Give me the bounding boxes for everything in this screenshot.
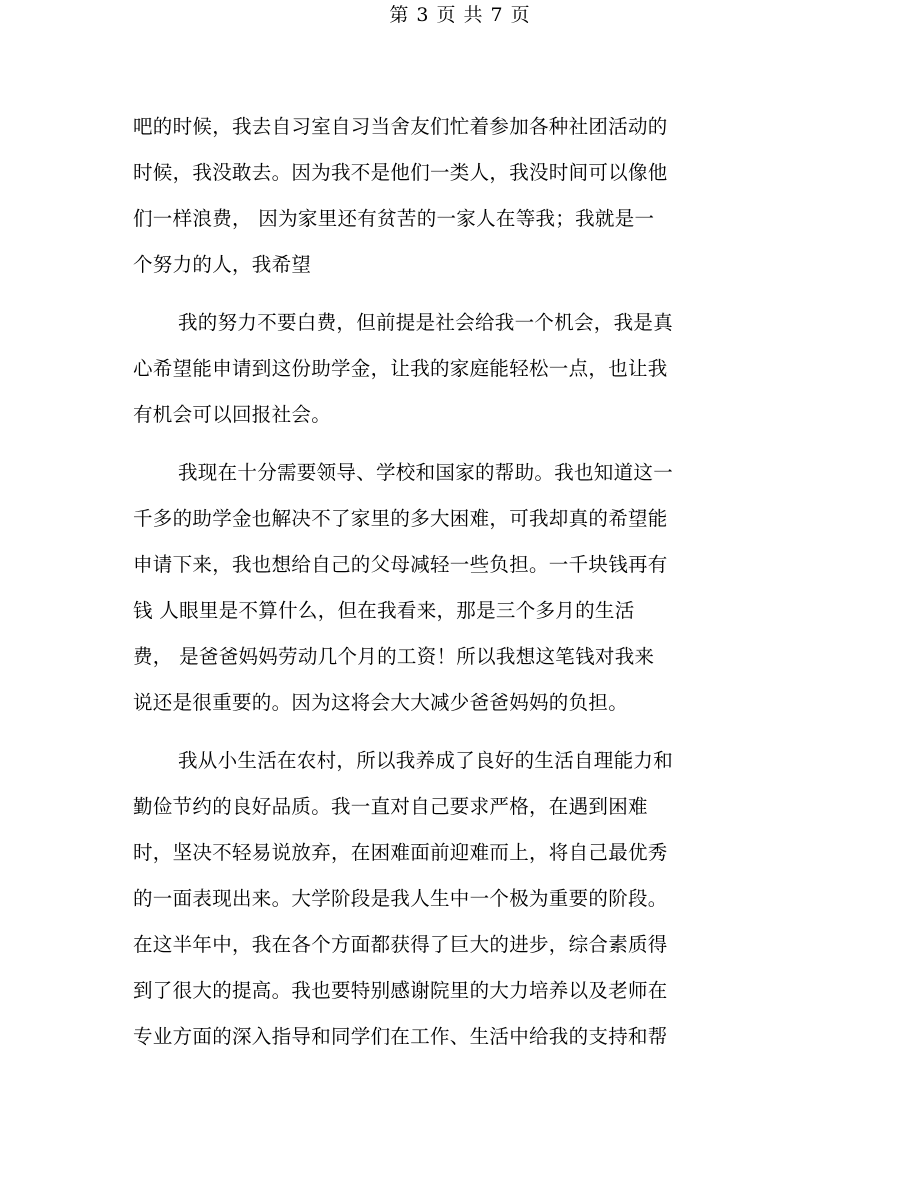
document-body [133,104,698,1060]
text-line: 在这半年中，我在各个方面都获得了巨大的进步，综合素质得 [133,933,668,956]
text-line: 们一样浪费， 因为家里还有贫苦的一家人在等我；我就是一 [133,207,655,230]
text-line: 我现在十分需要领导、学校和国家的帮助。我也知道这一 [178,461,674,484]
text-line: 专业方面的深入指导和同学们在工作、生活中给我的支持和帮 [133,1025,668,1048]
text-line: 个努力的人，我希望 [133,253,312,276]
text-line: 勤俭节约的良好品质。我一直对自己要求严格，在遇到困难 [133,795,648,818]
text-line: 的一面表现出来。大学阶段是我人生中一个极为重要的阶段。 [133,887,668,910]
text-line: 我从小生活在农村，所以我养成了良好的生活自理能力和 [178,749,674,772]
text-line: 申请下来，我也想给自己的父母减轻一些负担。一千块钱再有 [133,553,668,576]
paragraph [133,300,698,438]
text-line: 时，坚决不轻易说放弃，在困难面前迎难而上，将自己最优秀 [133,841,668,864]
paragraph [133,738,698,1060]
page-number-header: 第 3 页 共 7 页 [389,4,531,26]
text-line: 千多的助学金也解决不了家里的多大困难，可我却真的希望能 [133,507,668,530]
text-line: 钱 人眼里是不算什么，但在我看来，那是三个多月的生活 [133,599,635,622]
text-line: 时候，我没敢去。因为我不是他们一类人，我没时间可以像他 [133,161,668,184]
text-line: 我的努力不要白费，但前提是社会给我一个机会，我是真 [178,311,674,334]
text-line: 费， 是爸爸妈妈劳动几个月的工资！所以我想这笔钱对我来 [133,645,655,668]
text-line: 有机会可以回报社会。 [133,403,332,426]
text-line: 吧的时候，我去自习室自习当舍友们忙着参加各种社团活动的 [133,115,668,138]
text-line: 说还是很重要的。因为这将会大大减少爸爸妈妈的负担。 [133,691,629,714]
text-line: 到了很大的提高。我也要特别感谢院里的大力培养以及老师在 [133,979,668,1002]
paragraph [133,450,698,726]
paragraph [133,104,698,288]
text-line: 心希望能申请到这份助学金，让我的家庭能轻松一点，也让我 [133,357,668,380]
